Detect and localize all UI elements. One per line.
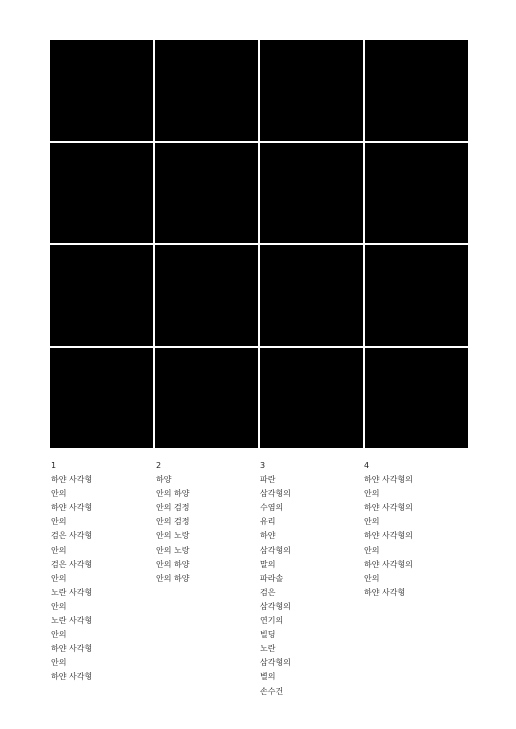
poem-line: 연기의: [260, 616, 284, 626]
poem-line: 삼각형의: [260, 545, 291, 555]
poem-line: 하얀 사각형: [51, 672, 93, 682]
poem-line: 유리: [260, 517, 276, 527]
poem-line: 안의: [51, 517, 67, 527]
column-number: 4: [364, 461, 370, 470]
poem-line: 하얀 사각형: [51, 503, 93, 513]
poem-line: 노란 사각형: [51, 587, 93, 597]
poem-line: 검은 사각형: [51, 531, 93, 541]
black-square: [155, 348, 258, 449]
poem-line: 삼각형의: [260, 489, 291, 499]
poem-line: 안의: [364, 573, 380, 583]
poem-line: 검은: [260, 587, 276, 597]
poem-line: 안의: [51, 601, 67, 611]
poem-line: 파란: [260, 475, 276, 485]
poem-line: 안의 하양: [156, 573, 190, 583]
poem-line: 하얀 사각형의: [364, 559, 413, 569]
poem-line: 하얀: [260, 531, 276, 541]
black-square: [50, 143, 153, 244]
black-square: [50, 245, 153, 346]
black-square: [155, 245, 258, 346]
column-number: 1: [51, 461, 57, 470]
black-square: [260, 245, 363, 346]
black-square: [260, 348, 363, 449]
poem-line: 하양: [156, 475, 172, 485]
black-square: [155, 143, 258, 244]
poem-line: 안의 노랑: [156, 545, 190, 555]
poem-line: 말의: [260, 559, 276, 569]
column-number: 3: [260, 461, 266, 470]
black-square-grid: [50, 40, 468, 448]
black-square: [365, 245, 468, 346]
column-3: [260, 459, 360, 699]
column-4: [364, 459, 464, 600]
poem-line: 삼각형의: [260, 658, 291, 668]
poem-line: 노란: [260, 644, 276, 654]
black-square: [50, 40, 153, 141]
column-2: [156, 459, 256, 586]
poem-line: 검은 사각형: [51, 559, 93, 569]
poem-line: 안의 검정: [156, 517, 190, 527]
black-square: [155, 40, 258, 141]
black-square: [50, 348, 153, 449]
poem-line: 삼각형의: [260, 601, 291, 611]
poem-line: 빌딩: [260, 630, 276, 640]
poem-line: 하얀 사각형의: [364, 475, 413, 485]
poem-line: 파라솔: [260, 573, 284, 583]
poem-line: 안의: [51, 630, 67, 640]
text-columns: [51, 459, 471, 709]
poem-line: 하얀 사각형의: [364, 503, 413, 513]
column-number: 2: [156, 461, 162, 470]
poem-line: 별의: [260, 672, 276, 682]
poem-line: 안의: [51, 573, 67, 583]
poem-line: 안의 하양: [156, 489, 190, 499]
poem-line: 안의: [364, 489, 380, 499]
poem-line: 하얀 사각형: [51, 475, 93, 485]
poem-line: 안의: [364, 517, 380, 527]
column-1: [51, 459, 151, 685]
poem-line: 하얀 사각형의: [364, 531, 413, 541]
poem-line: 노란 사각형: [51, 616, 93, 626]
black-square: [365, 348, 468, 449]
black-square: [365, 40, 468, 141]
poem-line: 수염의: [260, 503, 284, 513]
poem-line: 안의: [51, 545, 67, 555]
black-square: [260, 40, 363, 141]
black-square: [260, 143, 363, 244]
poem-line: 안의: [51, 489, 67, 499]
poem-line: 안의: [51, 658, 67, 668]
poem-line: 손수건: [260, 686, 284, 696]
poem-line: 안의 검정: [156, 503, 190, 513]
poem-line: 안의 하양: [156, 559, 190, 569]
poem-line: 하얀 사각형: [51, 644, 93, 654]
poem-line: 하얀 사각형: [364, 587, 406, 597]
poem-line: 안의: [364, 545, 380, 555]
poem-line: 안의 노랑: [156, 531, 190, 541]
black-square: [365, 143, 468, 244]
